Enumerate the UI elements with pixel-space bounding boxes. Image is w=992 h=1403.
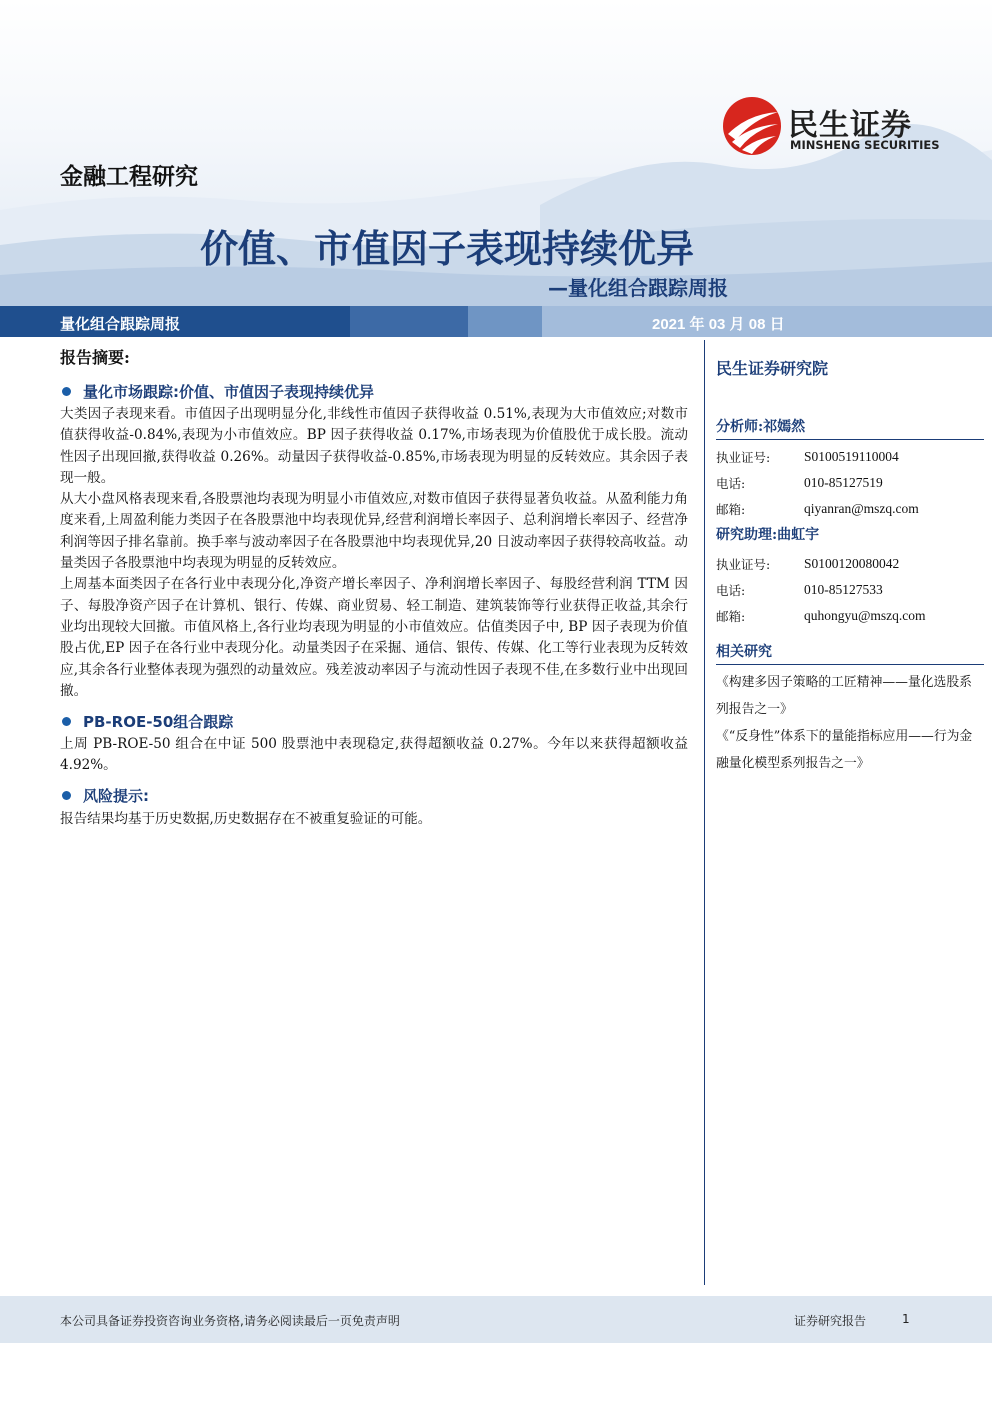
assistant-phone-row [716,577,984,603]
section-title: 量化市场跟踪:价值、市值因子表现持续优异 [83,382,375,401]
paragraph: 大类因子表现来看。市值因子出现明显分化,非线性市值因子获得收益 0.51%,表现为大市值效应;对数市值获得收益-0.84%,表现为小市值效应。BP 因子获得收益 0.17%,市场表现为价值股优于成长股。流动性因子出现回撤,获得收益 0.26%。动量因子获得收益-0.85%,市场表现为明显的反转效应。其余因子表现一般。 [60,406,688,486]
logo-chinese-name: 民生证券 [788,108,912,143]
analyst-phone-row [716,470,984,496]
bullet-icon [62,387,71,396]
report-date: 2021 年 03 月 08 日 [652,316,785,333]
analyst-heading: 分析师:祁嫣然 [716,416,984,440]
info-key: 执业证号: [716,557,771,572]
related-report-link[interactable]: 《“反身性”体系下的量能指标应用——行为金融量化模型系列报告之一》 [716,729,973,771]
footer-disclaimer: 本公司具备证券投资咨询业务资格,请务必阅读最后一页免责声明 [60,1314,400,1328]
sidebar [716,356,984,777]
section-title: PB-ROE-50组合跟踪 [83,712,234,731]
assistant-heading: 研究助理:曲虹宇 [716,527,820,543]
band-report-type: 量化组合跟踪周报 [60,315,181,333]
analyst-license-row [716,444,984,470]
info-value: S0100120080042 [804,556,900,571]
logo-english-name: MINSHENG SECURITIES [790,138,940,152]
bullet-icon [62,717,71,726]
paragraph: 上周基本面类因子在各行业中表现分化,净资产增长率因子、净利润增长率因子、每股经营利润 TTM 因子、每股净资产因子在计算机、银行、传媒、商业贸易、轻工制造、建筑装饰等行业获得正收益,其余行业均出现较大回撤。市值风格上,各行业均表现为明显的小市值效应。估值类因子中, BP 因子表现为价值股占优,EP 因子在各行业中表现分化。动量类因子在采掘、通信、银传、传媒、化工等行业表现为反转效应,其余各行业整体表现为强烈的动量效应。残差波动率因子与流动性因子表现不佳,在多数行业中出现回撤。 [60,576,688,699]
analyst-email-row [716,496,984,522]
page-number: 1 [902,1312,910,1326]
info-key: 电话: [716,583,746,598]
related-report-link[interactable]: 《构建多因子策略的工匠精神——量化选股系列报告之一》 [716,675,972,717]
assistant-email-row [716,603,984,629]
section-pbroe-heading [60,708,688,734]
report-title: 价值、市值因子表现持续优异 [200,227,695,271]
minsheng-logo [722,96,952,156]
info-value: 010-85127519 [804,475,883,490]
report-subtitle: —量化组合跟踪周报 [548,276,728,300]
info-key: 邮箱: [716,502,746,517]
paragraph: 报告结果均基于历史数据,历史数据存在不被重复验证的可能。 [60,810,432,827]
section-title: 风险提示: [83,787,149,806]
info-value: S0100519110004 [804,449,899,464]
related-research-heading: 相关研究 [716,641,984,665]
abstract-heading: 报告摘要: [60,348,130,367]
paragraph: 从大小盘风格表现来看,各股票池均表现为明显小市值效应,对数市值因子获得显著负收益。从盈利能力角度来看,上周盈利能力类因子在各股票池中均表现优异,经营利润增长率因子、总利润增长率因子、经营净利润等因子排名靠前。换手率与波动率因子在各股票池中均表现优异,20 日波动率因子获得较高收益。动量类因子各股票池中均表现为明显的反转效应。 [60,491,688,572]
info-key: 电话: [716,476,746,491]
analyst-email-link[interactable]: qiyanran@mszq.com [804,501,919,516]
column-divider [704,340,705,1285]
abstract-body [60,378,688,830]
assistant-license-row [716,551,984,577]
section-risk-heading [60,783,688,809]
minsheng-logo-mark-icon [722,96,782,156]
info-value: 010-85127533 [804,582,883,597]
assistant-email-link[interactable]: quhongyu@mszq.com [804,608,926,623]
bullet-icon [62,791,71,800]
institute-name: 民生证券研究院 [716,359,829,378]
department-label: 金融工程研究 [60,164,198,190]
info-key: 执业证号: [716,450,771,465]
section-market-tracking-heading [60,378,688,404]
paragraph: 上周 PB-ROE-50 组合在中证 500 股票池中表现稳定,获得超额收益 0.27%。今年以来获得超额收益 4.92%。 [60,736,688,774]
info-key: 邮箱: [716,609,746,624]
footer-report-type: 证券研究报告 [794,1314,867,1328]
